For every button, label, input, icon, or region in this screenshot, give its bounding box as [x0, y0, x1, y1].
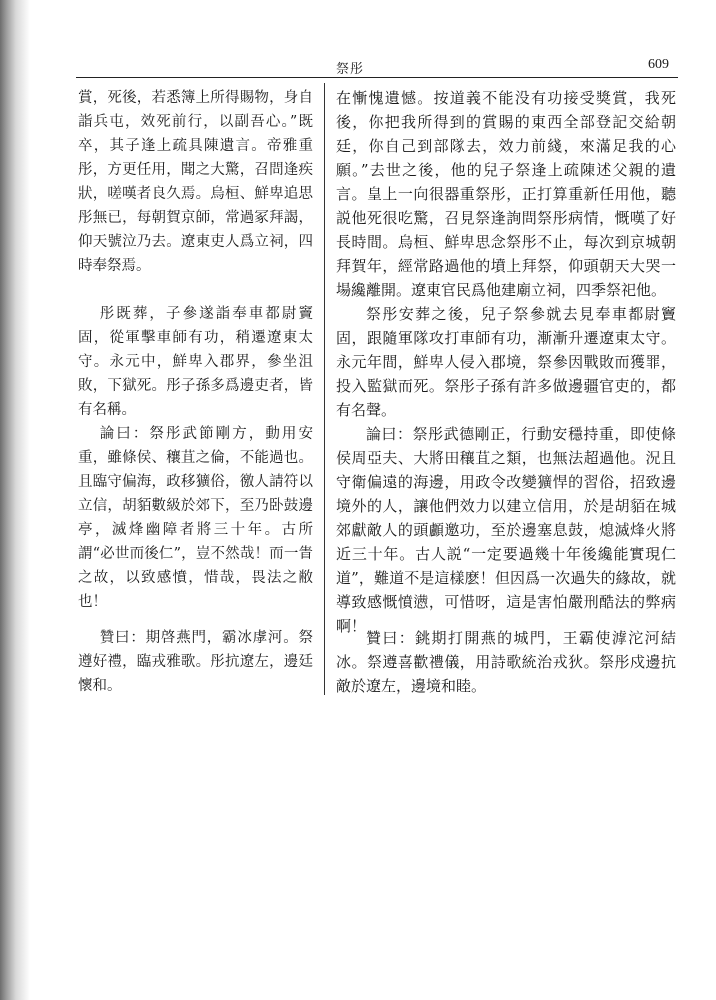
page-number: 609 — [648, 57, 669, 72]
original-text-column-block-3 — [78, 422, 313, 614]
running-head: 祭彤 — [336, 62, 365, 77]
original-paragraph-3: 論曰：祭彤武節剛方，動用安重，雖條侯、穰苴之倫，不能過也。且臨守偏海，政移獷俗，徼人請符以立信，胡貊數級於郊下，至乃卧鼓邊亭，滅烽幽障者將三十年。古所謂“必世而後仁”，豈不然哉！而一眚之故，以致感憤，惜哉，畏法之敝也！ — [78, 426, 313, 610]
original-paragraph-2: 彤既葬，子參遂詣奉車都尉竇固，從軍擊車師有功，稍遷遼東太守。永元中，鮮卑入郡界，參坐沮敗，下獄死。彤子孫多爲邊吏者，皆有名稱。 — [78, 306, 313, 418]
original-paragraph-1: 賞，死後，若悉簿上所得賜物，身自詣兵屯，效死前行，以副吾心。”既卒，其子逢上疏具陳遺言。帝雅重彤，方更任用，聞之大驚，召問逢疾狀，嗟嘆者良久焉。烏桓、鮮卑追思彤無已，每朝賀京師，常過冢拜謁，仰天號泣乃去。遼東吏人爲立祠，四時奉祭焉。 — [78, 90, 313, 274]
original-text-column-block-4 — [78, 626, 313, 698]
original-text-column-block-2 — [78, 302, 313, 422]
translation-paragraph-4: 贊曰：銚期打開燕的城門，王霸使滹沱河結冰。祭遵喜歡禮儀，用詩歌統治戎狄。祭彤戍邊抗敵於遼左，邊境和睦。 — [336, 629, 676, 695]
translation-paragraph-2: 祭彤安葬之後，兒子祭參就去見奉車都尉竇固，跟隨軍隊攻打車師有功，漸漸升遷遼東太守。永元年間，鮮卑人侵入郡境，祭參因戰敗而獲罪，投入監獄而死。祭彤子孫有許多做邊疆官吏的，都有名聲。 — [336, 305, 676, 419]
header-rule — [76, 77, 678, 78]
translation-column-block-1 — [336, 86, 676, 302]
original-paragraph-4: 贊曰：期啓燕門，霸冰虖河。祭遵好禮，臨戎雅歌。彤抗遼左，邊廷懷和。 — [78, 630, 313, 694]
translation-column-block-2 — [336, 302, 676, 422]
translation-column-block-3 — [336, 422, 676, 638]
original-text-column-block-1 — [78, 86, 313, 278]
translation-column-block-4 — [336, 626, 676, 698]
translation-paragraph-3: 論曰：祭彤武德剛正，行動安穩持重，即使條侯周亞夫、大將田穰苴之類，也無法超過他。況且守衛偏遠的海邊，用政令改變獷悍的習俗，招致邊境外的人，讓他們效力以建立信用，於是胡貊在城郊獻敵人的頭顱邀功，至於邊塞息鼓，熄滅烽火將近三十年。古人説“一定要過幾十年後纔能實現仁道”，難道不是這樣麽！但因爲一次過失的緣故，就導致感慨憤懑，可惜呀，這是害怕嚴刑酷法的弊病啊！ — [336, 425, 676, 635]
translation-paragraph-1: 在慚愧遺憾。按道義不能没有功接受獎賞，我死後，你把我所得到的賞賜的東西全部登記交給朝廷，你自己到部隊去，效力前綫，來滿足我的心願。”去世之後，他的兒子祭逢上疏陳述父親的遺言。皇上一向很器重祭彤，正打算重新任用他，聽説他死很吃驚，召見祭逢詢問祭彤病情，慨嘆了好長時間。烏桓、鮮卑思念祭彤不止，每次到京城朝拜賀年，經常路過他的墳上拜祭，仰頭朝天大哭一場纔離開。遼東官民爲他建廟立祠，四季祭祀他。 — [336, 89, 676, 299]
column-divider — [324, 83, 325, 695]
spine-shadow — [0, 0, 30, 1000]
